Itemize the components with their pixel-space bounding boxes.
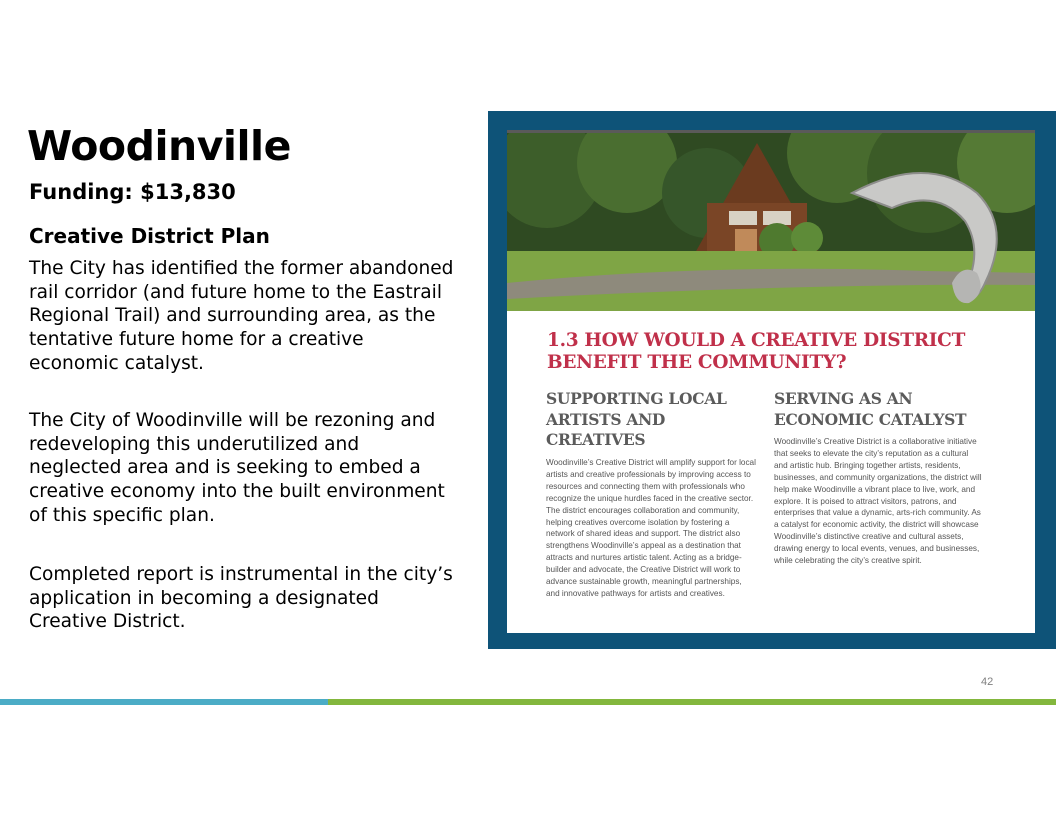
document-preview-frame <box>488 111 1056 649</box>
footer-bar-green <box>328 699 1056 705</box>
column1-body: Woodinville’s Creative District will amplify support for local artists and creative professionals by improving access to resources and connecting them with professionals who recognize the unique hurdles faced in the creative sector. The district encourages collaboration and community, helping creatives overcome isolation by fostering a network of shared ideas and support. The district also strengthens Woodinville’s appeal as a destination that attracts and nurtures artistic talent. Acting as a bridge-builder and advocate, the Creative District will work to advance sustainable growth, meaningful partnerships, and innovative pathways for artists and creatives. <box>546 458 756 598</box>
park-sculpture-photo <box>507 133 1035 311</box>
document-page <box>507 130 1035 633</box>
page-number: 42 <box>981 676 994 688</box>
funding-amount: Funding: $13,830 <box>29 180 236 204</box>
column2-body: Woodinville’s Creative District is a collaborative initiative that seeks to elevate the city’s reputation as a cultural and artistic hub. Bringing together artists, residents, businesses, and community organizations, the district will help make Woodinville a vibrant place to live, work, and explore. It is poised to attract visitors, patrons, and enterprises that value a dynamic, arts-rich community. As a catalyst for economic activity, the district will showcase Woodinville’s distinctive creative and cultural assets, drawing energy to local events, venues, and businesses, while celebrating the city’s creative spirit. <box>774 437 982 566</box>
document-heading: 1.3 HOW WOULD A CREATIVE DISTRICT BENEFIT THE COMMUNITY? <box>547 330 966 373</box>
section-subheading: Creative District Plan <box>29 224 270 248</box>
footer-bar-blue <box>0 699 328 705</box>
paragraph-1: The City has identified the former abandoned rail corridor (and future home to the Eastrail Regional Trail) and surrounding area, as the tentative future home for a creative economic catalyst. <box>29 258 454 374</box>
column2-heading: SERVING AS AN ECONOMIC CATALYST <box>774 389 967 429</box>
paragraph-3: Completed report is instrumental in the city’s application in becoming a designated Creative District. <box>29 564 453 633</box>
slide-title: Woodinville <box>27 122 291 170</box>
column1-heading: SUPPORTING LOCAL ARTISTS AND CREATIVES <box>546 389 727 449</box>
paragraph-2: The City of Woodinville will be rezoning and redeveloping this underutilized and neglected area and is seeking to embed a creative economy into the built environment of this specific plan. <box>29 410 445 526</box>
